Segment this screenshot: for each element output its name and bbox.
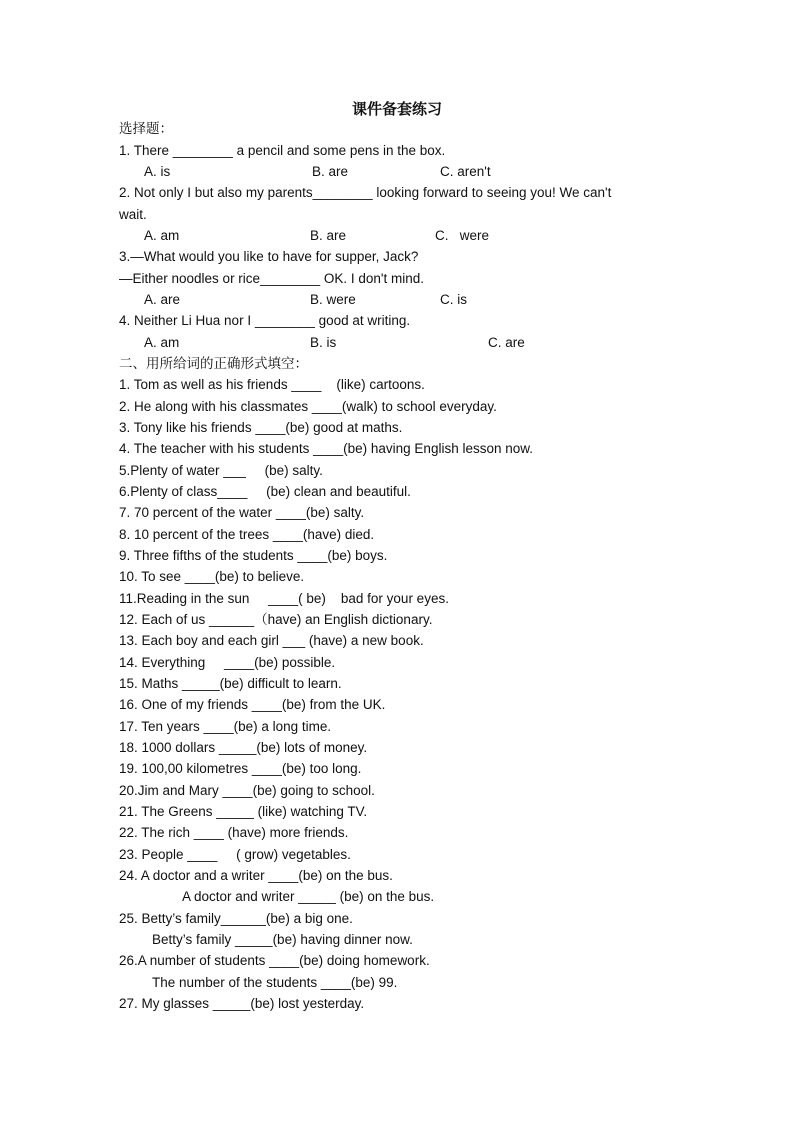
section2-heading: 二、用所给词的正确形式填空：: [119, 356, 308, 372]
q4-option-b: B. is: [310, 335, 337, 350]
fill-item-21: 21. The Greens _____ (like) watching TV.: [119, 804, 368, 819]
fill-item-6: 6.Plenty of class____ (be) clean and beautiful.: [119, 484, 411, 499]
fill-item-24: 24. A doctor and a writer ____(be) on the bus.: [119, 868, 393, 883]
question-2-cont: wait.: [119, 207, 147, 222]
q1-option-a: A. is: [144, 164, 171, 179]
fill-item-5: 5.Plenty of water ___ (be) salty.: [119, 463, 323, 478]
fill-item-13: 13. Each boy and each girl ___ (have) a new book.: [119, 633, 424, 648]
fill-item-11: 11.Reading in the sun ____( be) bad for your eyes.: [119, 591, 449, 606]
fill-item-20: 20.Jim and Mary ____(be) going to school.: [119, 783, 375, 798]
q3-option-c: C. is: [440, 292, 467, 307]
q4-option-c: C. are: [488, 335, 525, 350]
q2-option-c: C. were: [435, 228, 490, 243]
fill-item-8: 8. 10 percent of the trees ____(have) died.: [119, 527, 375, 542]
section1-heading: 选择题：: [119, 121, 173, 137]
question-3-cont: —Either noodles or rice________ OK. I don't mind.: [119, 271, 425, 286]
fill-item-3: 3. Tony like his friends ____(be) good at maths.: [119, 420, 403, 435]
question-2: 2. Not only I but also my parents________ looking forward to seeing you! We can't: [119, 185, 612, 200]
fill-item-9: 9. Three fifths of the students ____(be) boys.: [119, 548, 388, 563]
fill-item-12: 12. Each of us ______（have) an English dictionary.: [119, 612, 433, 627]
fill-item-24b: A doctor and writer _____ (be) on the bus.: [182, 889, 435, 904]
fill-item-22: 22. The rich ____ (have) more friends.: [119, 825, 349, 840]
q1-option-b: B. are: [312, 164, 349, 179]
fill-item-27: 27. My glasses _____(be) lost yesterday.: [119, 996, 365, 1011]
fill-item-15: 15. Maths _____(be) difficult to learn.: [119, 676, 342, 691]
fill-item-10: 10. To see ____(be) to believe.: [119, 569, 305, 584]
fill-item-23: 23. People ____ ( grow) vegetables.: [119, 847, 351, 862]
fill-item-19: 19. 100,00 kilometres ____(be) too long.: [119, 761, 362, 776]
fill-item-26b: The number of the students ____(be) 99.: [152, 975, 398, 990]
question-4: 4. Neither Li Hua nor I ________ good at writing.: [119, 313, 411, 328]
q3-option-b: B. were: [310, 292, 356, 307]
fill-item-1: 1. Tom as well as his friends ____ (like) cartoons.: [119, 377, 425, 392]
question-3: 3.—What would you like to have for supper, Jack?: [119, 249, 419, 264]
q1-option-c: C. aren't: [440, 164, 491, 179]
q2-option-a: A. am: [144, 228, 180, 243]
fill-item-16: 16. One of my friends ____(be) from the UK.: [119, 697, 386, 712]
fill-item-26: 26.A number of students ____(be) doing homework.: [119, 953, 430, 968]
page-title: 课件备套练习: [351, 100, 442, 118]
fill-item-25b: Betty’s family _____(be) having dinner now.: [152, 932, 413, 947]
fill-item-4: 4. The teacher with his students ____(be) having English lesson now.: [119, 441, 534, 456]
fill-item-25: 25. Betty’s family______(be) a big one.: [119, 911, 353, 926]
fill-item-7: 7. 70 percent of the water ____(be) salty.: [119, 505, 365, 520]
fill-item-17: 17. Ten years ____(be) a long time.: [119, 719, 332, 734]
q4-option-a: A. am: [144, 335, 180, 350]
fill-item-2: 2. He along with his classmates ____(walk) to school everyday.: [119, 399, 497, 414]
q3-option-a: A. are: [144, 292, 181, 307]
fill-item-14: 14. Everything ____(be) possible.: [119, 655, 336, 670]
fill-item-18: 18. 1000 dollars _____(be) lots of money.: [119, 740, 368, 755]
q2-option-b: B. are: [310, 228, 347, 243]
question-1: 1. There ________ a pencil and some pens in the box.: [119, 143, 446, 158]
